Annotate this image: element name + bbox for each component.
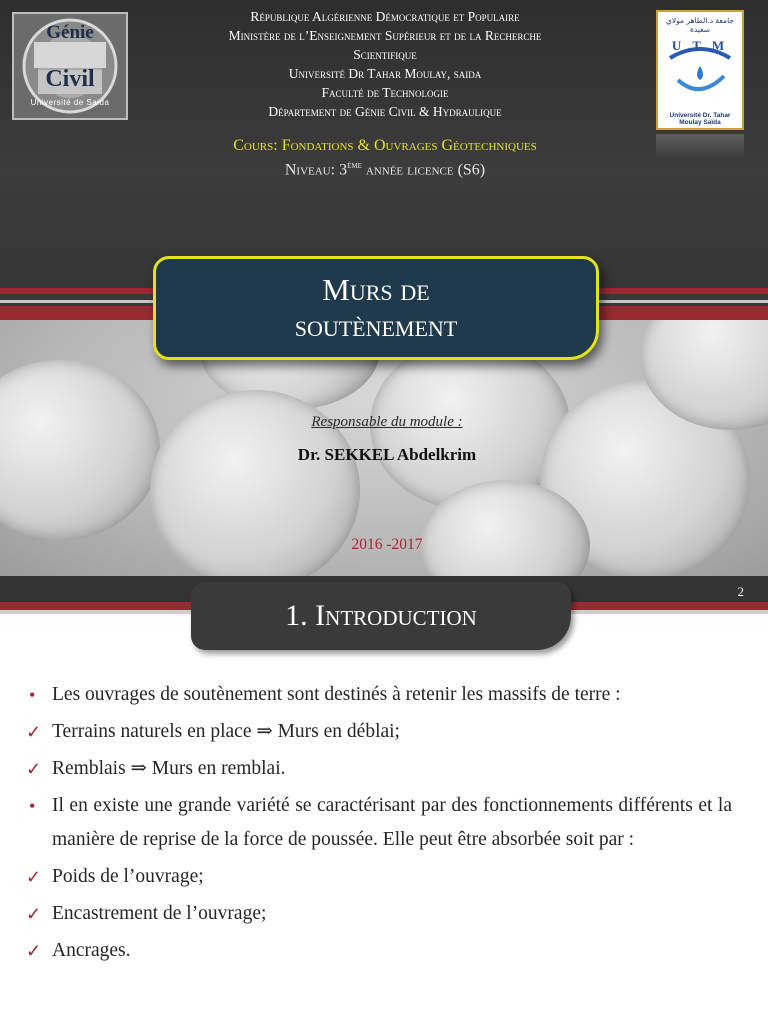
section-heading: 1. Introduction: [191, 582, 571, 650]
level-superscript: ème: [347, 160, 362, 171]
list-item-text: Encastrement de l’ouvrage;: [52, 903, 267, 924]
logo-main-text: Civil: [45, 66, 95, 92]
genie-civil-logo: [12, 12, 128, 120]
list-item: [26, 934, 732, 968]
title-line-1: Murs de: [322, 272, 430, 307]
check-icon: ✓: [26, 759, 42, 779]
university-line-5: Faculté de Technologie: [321, 85, 449, 100]
logo-ring-text: Université de Saida: [30, 98, 110, 107]
responsible-label: Responsable du module :: [311, 414, 463, 430]
list-item-text: Poids de l’ouvrage;: [52, 866, 204, 887]
logo-reflection: [656, 134, 744, 160]
list-item: [26, 752, 732, 786]
list-item: [26, 789, 732, 857]
university-line-1: République Algérienne Démocratique et Populaire: [250, 9, 520, 24]
bullet-icon: •: [29, 796, 36, 816]
page-number: 2: [737, 584, 744, 599]
check-icon: ✓: [26, 867, 42, 887]
list-item-text: Terrains naturels en place ⇒ Murs en déblai;: [52, 721, 400, 742]
logo-letters: U T M: [671, 38, 729, 53]
list-item-text: Il en existe une grande variété se caractérisant par des fonctionnements différents et la manière de reprise de la force de poussée. Elle peut être absorbée soit par :: [52, 795, 732, 850]
list-item-text: Remblais ⇒ Murs en remblai.: [52, 758, 286, 779]
bullet-icon: •: [29, 685, 36, 705]
list-item-text: Les ouvrages de soutènement sont destinés à retenir les massifs de terre :: [52, 684, 621, 705]
slide-title-box: [153, 256, 599, 360]
list-item: [26, 678, 732, 712]
introduction-slide: [0, 576, 768, 1024]
title-line-2: soutènement: [294, 308, 458, 343]
university-line-6: Département de Génie Civil & Hydraulique: [268, 104, 502, 119]
level-suffix: année licence (S6): [361, 161, 486, 179]
list-item-text: Ancrages.: [52, 940, 131, 961]
university-line-4: Université Dr Tahar Moulay, saida: [288, 66, 482, 81]
course-level: [130, 160, 640, 179]
utm-logo: [656, 10, 744, 130]
course-title: Cours: Fondations & Ouvrages Géotechniques: [233, 137, 537, 154]
logo-caption: Université Dr. Tahar Moulay Saïda: [669, 112, 731, 126]
logo-top-text: Génie: [46, 22, 94, 43]
university-line-3: Scientifique: [353, 47, 417, 62]
check-icon: ✓: [26, 941, 42, 961]
university-line-2: Ministère de l’Enseignement Supérieur et de la Recherche: [228, 28, 542, 43]
check-icon: ✓: [26, 904, 42, 924]
list-item: [26, 897, 732, 931]
responsible-name: Dr. SEKKEL Abdelkrim: [297, 445, 477, 464]
logo-arabic-text: جامعة د.الطاهر مولاي سعيدة: [665, 16, 734, 34]
level-prefix: Niveau: 3: [284, 161, 348, 179]
academic-year: 2016 -2017: [351, 536, 423, 553]
list-item: [26, 860, 732, 894]
check-icon: ✓: [26, 722, 42, 742]
list-item: [26, 715, 732, 749]
bullet-list: [26, 678, 732, 971]
